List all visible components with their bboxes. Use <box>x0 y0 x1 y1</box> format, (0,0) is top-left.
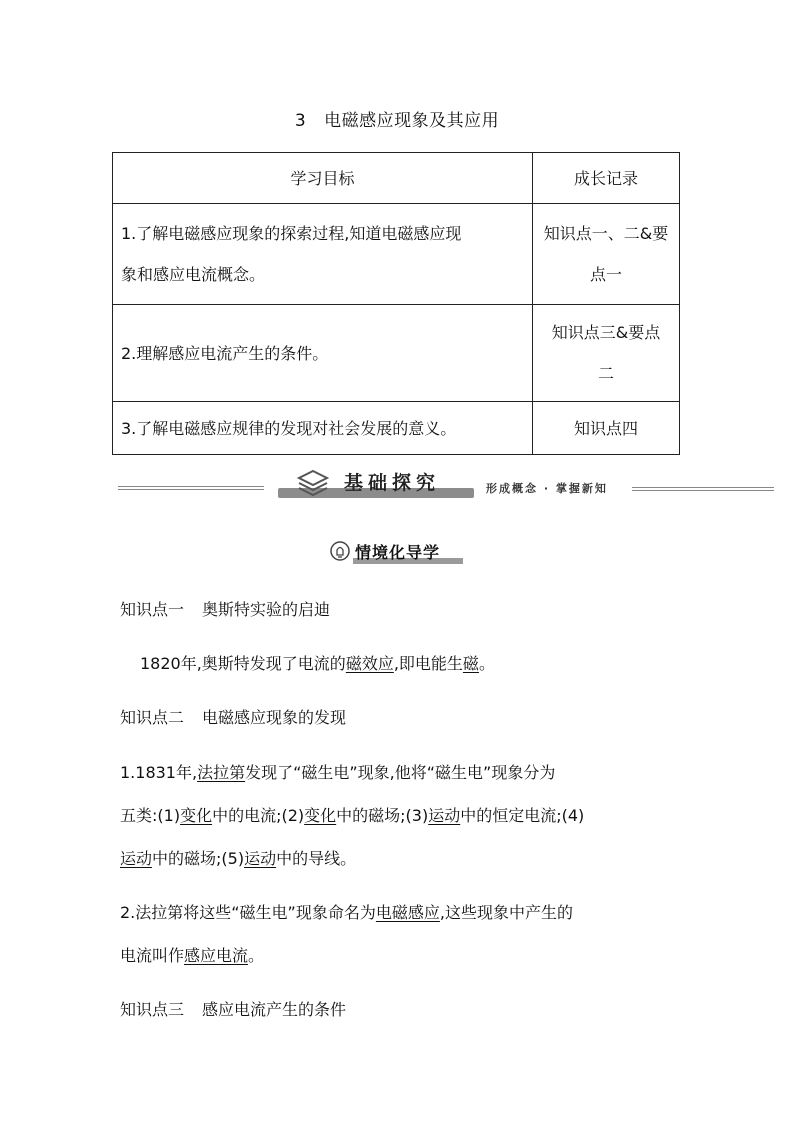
paragraph <box>140 642 710 685</box>
header-record: 成长记录 <box>533 153 680 204</box>
divider <box>118 486 264 490</box>
knowledge-point-heading <box>120 988 690 1031</box>
record-cell <box>533 204 680 305</box>
answer-blank: 变化 <box>304 806 337 825</box>
kp-title: 奥斯特实验的启迪 <box>202 600 331 619</box>
goal-cell <box>113 204 533 305</box>
table-row <box>113 402 680 455</box>
paragraph-line <box>120 837 690 880</box>
table-header-row <box>113 153 680 204</box>
text: 。 <box>478 654 495 673</box>
answer-blank: 运动 <box>244 849 277 868</box>
record-line: 点一 <box>589 265 622 284</box>
text: 中的磁场;(3) <box>336 806 429 825</box>
kp-title: 感应电流产生的条件 <box>202 1000 347 1019</box>
goal-cell: 3.了解电磁感应规律的发现对社会发展的意义。 <box>113 402 533 455</box>
kp-label: 知识点一 <box>120 600 185 619</box>
title-text: 电磁感应现象及其应用 <box>324 111 500 131</box>
kp-label: 知识点三 <box>120 1000 185 1019</box>
answer-blank: 变化 <box>180 806 213 825</box>
record-line: 二 <box>597 364 614 383</box>
text: ,即电能生 <box>393 654 463 673</box>
text: 1.1831年, <box>120 763 198 782</box>
text: 中的恒定电流;(4) <box>460 806 585 825</box>
answer-blank: 法拉第 <box>197 763 246 782</box>
text: 电流叫作 <box>120 946 185 965</box>
paragraph-line <box>120 794 690 837</box>
header-goal: 学习目标 <box>113 153 533 204</box>
answer-blank: 运动 <box>428 806 461 825</box>
table-row <box>113 204 680 305</box>
text: 中的磁场;(5) <box>152 849 245 868</box>
kp-label: 知识点二 <box>120 708 185 727</box>
banner-pill <box>278 468 478 500</box>
answer-blank: 感应电流 <box>184 946 249 965</box>
page-title <box>0 106 794 131</box>
text: ,这些现象中产生的 <box>439 903 573 922</box>
text: 1820年,奥斯特发现了电流的 <box>140 654 346 673</box>
banner-title: 基础探究 <box>344 472 441 494</box>
answer-blank: 磁效应 <box>345 654 394 673</box>
text: 。 <box>248 946 265 965</box>
record-line: 知识点三&要点 <box>551 323 661 342</box>
text: 2.法拉第将这些“磁生电”现象命名为 <box>120 903 376 922</box>
answer-blank: 运动 <box>120 849 153 868</box>
knowledge-point-heading <box>120 696 690 739</box>
record-line: 知识点一、二&要 <box>543 224 669 243</box>
section-banner <box>118 466 774 502</box>
knowledge-point-heading <box>120 588 690 631</box>
layers-icon <box>296 468 330 498</box>
answer-blank: 电磁感应 <box>375 903 440 922</box>
record-cell <box>533 305 680 402</box>
learning-goals-table <box>112 152 680 455</box>
banner-subtitle: 形成概念 · 掌握新知 <box>486 482 608 495</box>
text: 五类:(1) <box>120 806 181 825</box>
section-title: 情境化导学 <box>355 543 441 562</box>
goal-line: 1.了解电磁感应现象的探索过程,知道电磁感应现 <box>121 224 462 243</box>
lightbulb-icon <box>329 540 351 562</box>
table-row <box>113 305 680 402</box>
text: 发现了“磁生电”现象,他将“磁生电”现象分为 <box>245 763 556 782</box>
paragraph-line <box>120 934 690 977</box>
record-cell: 知识点四 <box>533 402 680 455</box>
divider <box>632 487 774 491</box>
goal-cell: 2.理解感应电流产生的条件。 <box>113 305 533 402</box>
goal-line: 象和感应电流概念。 <box>121 265 266 284</box>
text: 中的电流;(2) <box>212 806 305 825</box>
answer-blank: 磁 <box>462 654 479 673</box>
text: 中的导线。 <box>276 849 357 868</box>
paragraph <box>120 751 690 794</box>
kp-title: 电磁感应现象的发现 <box>202 708 347 727</box>
paragraph <box>120 891 690 934</box>
section-number: 3 <box>294 111 307 131</box>
